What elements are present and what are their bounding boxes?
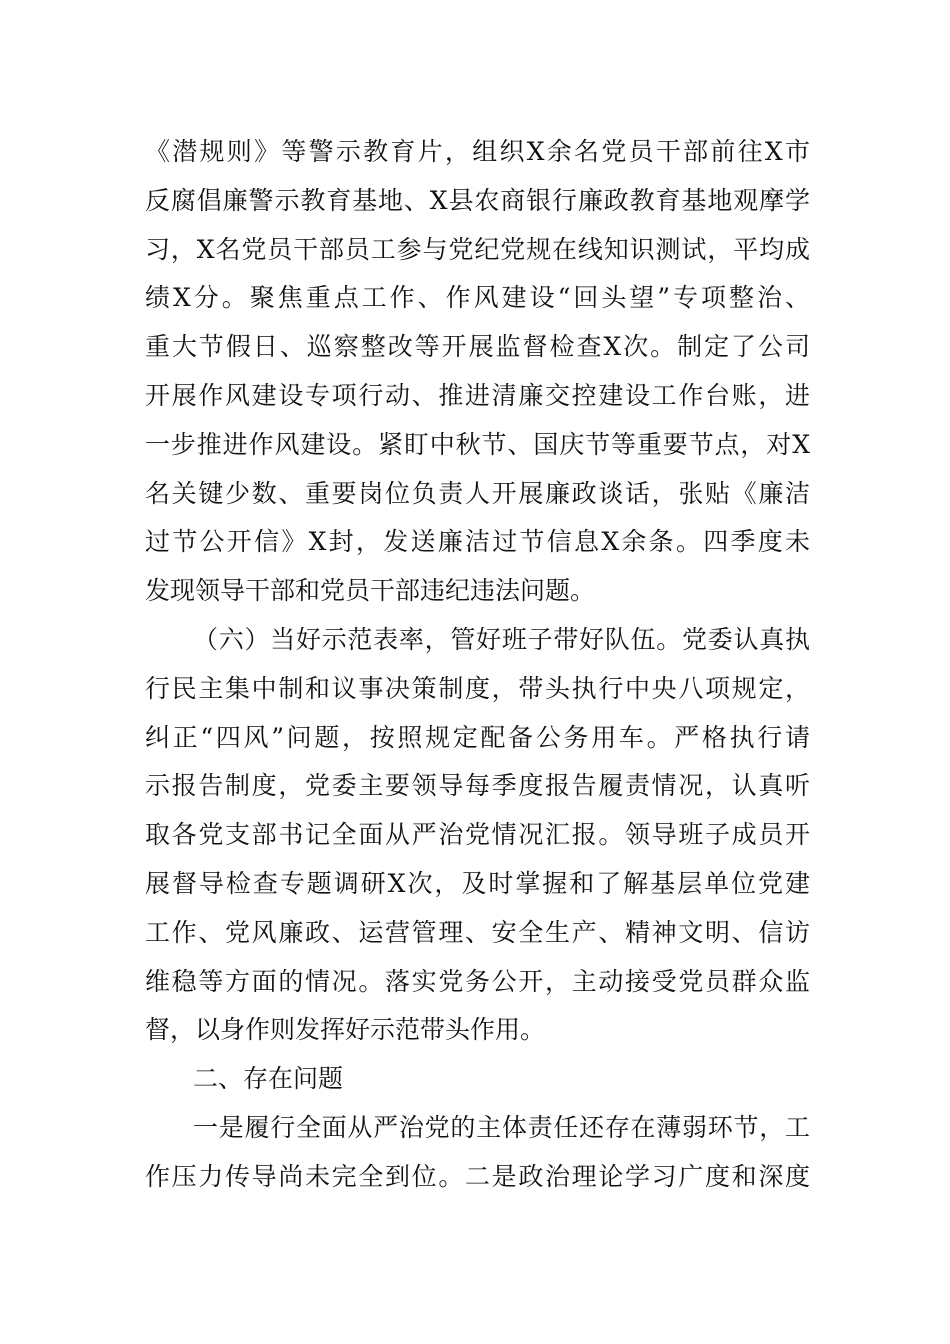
section-paragraph-start: 一是履行全面从严治党的主体责任还存在薄弱环节，工 bbox=[193, 1112, 810, 1142]
section-paragraph-start: （六）当好示范表率，管好班子带好队伍。党委认真执 bbox=[193, 624, 810, 654]
text-line: 过节公开信》X封，发送廉洁过节信息X余条。四季度未 bbox=[145, 527, 810, 557]
text-line: 督，以身作则发挥好示范带头作用。 bbox=[145, 1015, 546, 1045]
text-line: 发现领导干部和党员干部违纪违法问题。 bbox=[145, 576, 596, 606]
text-line: 重大节假日、巡察整改等开展监督检查X次。制定了公司 bbox=[145, 332, 810, 362]
text-line: 工作、党风廉政、运营管理、安全生产、精神文明、信访 bbox=[145, 917, 810, 947]
text-line: 纠正“四风”问题，按照规定配备公务用车。严格执行请 bbox=[145, 722, 810, 752]
text-line: 《潜规则》等警示教育片，组织X余名党员干部前往X市 bbox=[145, 137, 810, 166]
text-line: 习，X名党员干部员工参与党纪党规在线知识测试，平均成 bbox=[145, 234, 810, 264]
text-line: 绩X分。聚焦重点工作、作风建设“回头望”专项整治、 bbox=[145, 283, 810, 313]
text-line: 取各党支部书记全面从严治党情况汇报。领导班子成员开 bbox=[145, 820, 810, 850]
document-body bbox=[145, 128, 810, 1202]
section-heading: 二、存在问题 bbox=[193, 1064, 344, 1094]
text-line: 行民主集中制和议事决策制度，带头执行中央八项规定， bbox=[145, 673, 810, 703]
text-line: 展督导检查专题调研X次，及时掌握和了解基层单位党建 bbox=[145, 868, 810, 898]
text-line: 一步推进作风建设。紧盯中秋节、国庆节等重要节点，对X bbox=[145, 429, 810, 459]
text-line: 开展作风建设专项行动、推进清廉交控建设工作台账，进 bbox=[145, 380, 810, 410]
text-line: 示报告制度，党委主要领导每季度报告履责情况，认真听 bbox=[145, 771, 810, 801]
text-line: 名关键少数、重要岗位负责人开展廉政谈话，张贴《廉洁 bbox=[145, 478, 810, 508]
text-line: 作压力传导尚未完全到位。二是政治理论学习广度和深度 bbox=[145, 1161, 810, 1191]
text-line: 维稳等方面的情况。落实党务公开，主动接受党员群众监 bbox=[145, 966, 810, 996]
text-line: 反腐倡廉警示教育基地、X县农商银行廉政教育基地观摩学 bbox=[145, 185, 810, 215]
